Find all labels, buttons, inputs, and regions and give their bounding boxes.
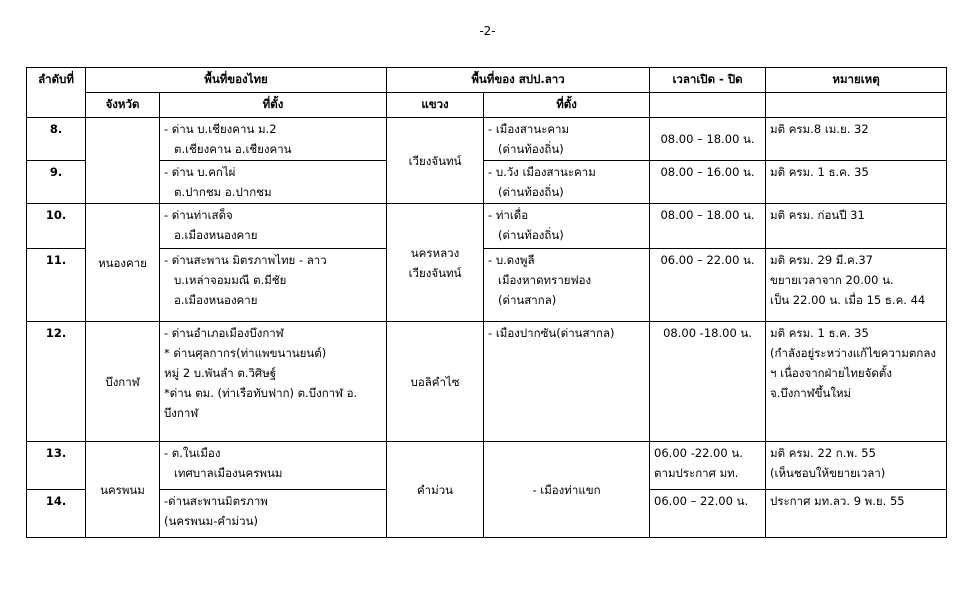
- remarks: [766, 249, 947, 322]
- text-line: ต.เชียงคาน อ.เชียงคาน: [174, 142, 292, 156]
- text-line: บึงกาฬ: [164, 406, 199, 420]
- row-number: 11.: [27, 249, 86, 322]
- header-district: แขวง: [387, 93, 484, 118]
- text-line: เมืองหาดทรายฟอง: [498, 273, 592, 287]
- remarks: [766, 204, 947, 249]
- text-line: ฯ เนื่องจากฝ่ายไทยจัดตั้ง: [770, 366, 892, 380]
- district-vientiane: เวียงจันทน์: [387, 118, 484, 204]
- remarks: [766, 442, 947, 490]
- text-line: - บ.ดงพูลี: [488, 253, 535, 267]
- table-row: [27, 161, 947, 204]
- text-line: หมู่ 2 บ.พันลำ ต.วิศิษฐ์: [164, 366, 277, 380]
- text-line: มติ ครม. ก่อนปี 31: [770, 208, 865, 222]
- thai-location: [160, 161, 387, 204]
- text-line: มติ ครม. 1 ธ.ค. 35: [770, 165, 869, 179]
- header-province: จังหวัด: [86, 93, 160, 118]
- row-number: 14.: [27, 490, 86, 538]
- hours: 08.00 – 18.00 น.: [650, 118, 766, 161]
- text-line: * ด่านศุลกากร(ท่าแพขนานยนต์): [164, 346, 327, 360]
- text-line: ตามประกาศ มท.: [654, 466, 739, 480]
- header-hours: เวลาเปิด - ปิด: [650, 68, 766, 93]
- header-order: ลำดับที่: [27, 68, 86, 118]
- text-line: อ.เมืองหนองคาย: [174, 228, 258, 242]
- text-line: (เห็นชอบให้ขยายเวลา): [770, 466, 886, 480]
- text-line: ต.ปากชม อ.ปากชม: [174, 185, 272, 199]
- text-line: - ด่านสะพาน มิตรภาพไทย - ลาว: [164, 253, 327, 267]
- lao-location: [484, 322, 650, 442]
- text-line: (ด่านท้องถิ่น): [498, 185, 564, 199]
- remarks: [766, 322, 947, 442]
- text-line: ขยายเวลาจาก 20.00 น.: [770, 273, 894, 287]
- remarks: [766, 490, 947, 538]
- table-row: [27, 204, 947, 249]
- text-line: (ด่านท้องถิ่น): [498, 142, 564, 156]
- header-lao-area: พื้นที่ของ สปป.ลาว: [387, 68, 650, 93]
- text-line: มติ ครม. 1 ธ.ค. 35: [770, 326, 869, 340]
- thai-location: [160, 490, 387, 538]
- hours: 08.00 – 18.00 น.: [650, 204, 766, 249]
- thai-location: [160, 118, 387, 161]
- text-line: - ด่าน บ.เชียงคาน ม.2: [164, 122, 277, 136]
- header-remarks-empty: [766, 93, 947, 118]
- text-line: *ด่าน ตม. (ท่าเรือทับฟาก) ต.บึงกาฬ อ.: [164, 386, 358, 400]
- text-line: - บ.วัง เมืองสานะคาม: [488, 165, 596, 179]
- text-line: - ต.ในเมือง: [164, 446, 221, 460]
- row-number: 10.: [27, 204, 86, 249]
- remarks: [766, 118, 947, 161]
- text-line: นครหลวง: [410, 245, 460, 260]
- province-nongkhai: หนองคาย: [86, 204, 160, 322]
- text-line: (ด่านท้องถิ่น): [498, 228, 564, 242]
- lao-location: [484, 118, 650, 161]
- lao-location-thakhek: - เมืองท่าแขก: [484, 442, 650, 538]
- remarks: [766, 161, 947, 204]
- text-line: ประกาศ มท.ลว. 9 พ.ย. 55: [770, 494, 905, 508]
- table-row: [27, 118, 947, 161]
- table-row: [27, 249, 947, 322]
- text-line: -ด่านสะพานมิตรภาพ: [164, 494, 268, 508]
- text-line: (นครพนม-คำม่วน): [164, 514, 258, 528]
- text-line: จ.บึงกาฬขึ้นใหม่: [770, 386, 852, 400]
- district-nakhon-luang: [387, 204, 484, 322]
- province-nakhonphanom: นครพนม: [86, 442, 160, 538]
- header-lao-location: ที่ตั้ง: [484, 93, 650, 118]
- header-thai-area: พื้นที่ของไทย: [86, 68, 387, 93]
- province-buengkan: บึงกาฬ: [86, 322, 160, 442]
- district-borikhamxay: บอลิคำไซ: [387, 322, 484, 442]
- hours: 06.00 – 22.00 น.: [650, 490, 766, 538]
- thai-location: [160, 322, 387, 442]
- header-remarks: หมายเหตุ: [766, 68, 947, 93]
- header-hours-empty: [650, 93, 766, 118]
- page-number: -2-: [479, 24, 496, 38]
- thai-location: [160, 442, 387, 490]
- row-number: 13.: [27, 442, 86, 490]
- text-line: - ท่าเดื่อ: [488, 208, 529, 222]
- text-line: - ด่านอำเภอเมืองบึงกาฬ: [164, 326, 284, 340]
- hours: 06.00 – 22.00 น.: [650, 249, 766, 322]
- lao-location: [484, 204, 650, 249]
- lao-location: [484, 249, 650, 322]
- text-line: เทศบาลเมืองนครพนม: [174, 466, 283, 480]
- thai-location: [160, 204, 387, 249]
- table-row: [27, 442, 947, 490]
- row-number: 12.: [27, 322, 86, 442]
- text-line: - เมืองปากซัน(ด่านสากล): [488, 326, 615, 340]
- text-line: เป็น 22.00 น. เมื่อ 15 ธ.ค. 44: [770, 293, 926, 307]
- hours: [650, 442, 766, 490]
- row-number: 9.: [27, 161, 86, 204]
- district-khammouane: คำม่วน: [387, 442, 484, 538]
- hours: 08.00 – 16.00 น.: [650, 161, 766, 204]
- lao-location: [484, 161, 650, 204]
- province-cell-empty: [86, 118, 160, 204]
- header-thai-location: ที่ตั้ง: [160, 93, 387, 118]
- text-line: 06.00 -22.00 น.: [654, 446, 743, 460]
- text-line: (กำลังอยู่ระหว่างแก้ไขความตกลง: [770, 346, 937, 360]
- thai-location: [160, 249, 387, 322]
- text-line: - ด่าน บ.คกไผ่: [164, 165, 236, 179]
- text-line: - ด่านท่าเสด็จ: [164, 208, 233, 222]
- text-line: บ.เหล่าจอมมณี ต.มีชัย: [174, 273, 287, 287]
- text-line: - เมืองสานะคาม: [488, 122, 570, 136]
- table-row: [27, 322, 947, 442]
- border-crossing-table: [26, 67, 947, 538]
- hours: 08.00 -18.00 น.: [650, 322, 766, 442]
- header-row-1: [27, 68, 947, 93]
- header-row-2: [27, 93, 947, 118]
- text-line: มติ ครม. 29 มี.ค.37: [770, 253, 874, 267]
- text-line: อ.เมืองหนองคาย: [174, 293, 258, 307]
- text-line: (ด่านสากล): [498, 293, 557, 307]
- row-number: 8.: [27, 118, 86, 161]
- text-line: เวียงจันทน์: [408, 265, 462, 280]
- text-line: มติ ครม. 22 ก.พ. 55: [770, 446, 876, 460]
- text-line: มติ ครม.8 เม.ย. 32: [770, 122, 869, 136]
